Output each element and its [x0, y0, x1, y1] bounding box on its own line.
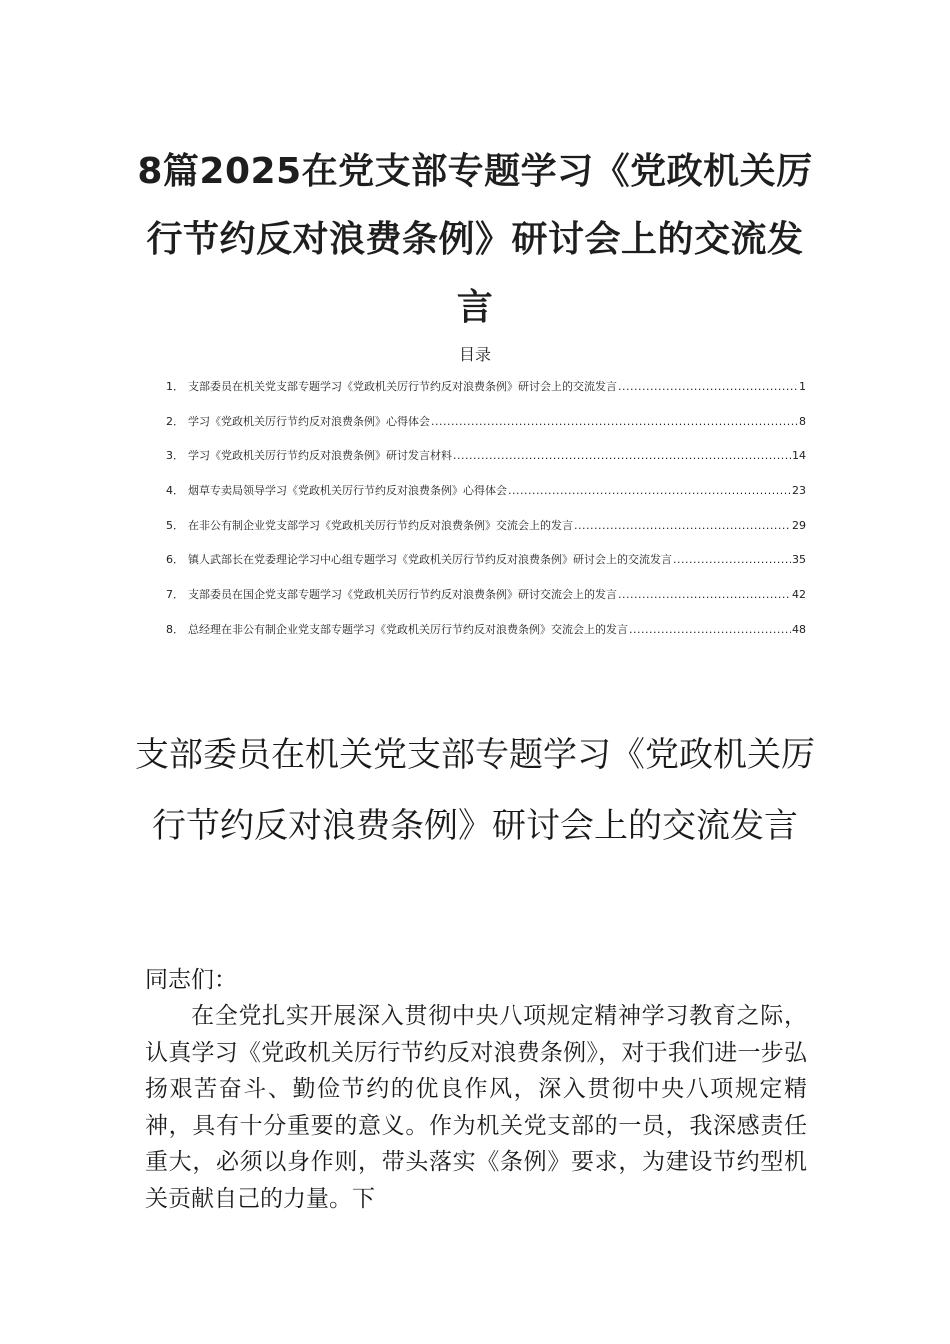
toc-entry[interactable] — [166, 414, 806, 449]
toc-entry-number: 2． — [166, 414, 184, 428]
toc-dot-leader — [574, 518, 791, 534]
toc-entry-title: 学习《党政机关厉行节约反对浪费条例》心得体会 — [188, 414, 430, 428]
section-title: 支部委员在机关党支部专题学习《党政机关厉行节约反对浪费条例》研讨会上的交流发言 — [135, 735, 815, 846]
toc-entry-page: 23 — [792, 484, 806, 498]
toc-entry[interactable] — [166, 483, 806, 518]
toc-entry-number: 3． — [166, 449, 184, 463]
toc-entry[interactable] — [166, 622, 806, 657]
toc-entry-number: 1． — [166, 380, 184, 393]
toc-entry-page: 1 — [799, 380, 806, 393]
body-paragraph: 在全党扎实开展深入贯彻中央八项规定精神学习教育之际，认真学习《党政机关厉行节约反对浪费条例》，对于我们进一步弘扬艰苦奋斗、勤俭节约的优良作风，深入贯彻中央八项规定精神，具有十分重要的意义。作为机关党支部的一员，我深感责任重大，必须以身作则，带头落实《条例》要求，为建设节约型机关贡献自己的力量。下 — [145, 1003, 807, 1212]
toc-entry[interactable] — [166, 518, 806, 553]
toc-entry-title: 学习《党政机关厉行节约反对浪费条例》研讨发言材料 — [188, 449, 452, 463]
toc-entry-page: 35 — [792, 553, 806, 567]
toc-entry-title: 在非公有制企业党支部学习《党政机关厉行节约反对浪费条例》交流会上的发言 — [188, 518, 573, 532]
toc-dot-leader — [629, 622, 791, 638]
toc-dot-leader — [453, 448, 791, 464]
toc-heading: 目录 — [458, 345, 491, 364]
toc-entry[interactable] — [166, 587, 806, 622]
toc-dot-leader — [673, 552, 791, 568]
toc-entry-page: 42 — [792, 588, 806, 602]
toc-entry[interactable] — [166, 552, 806, 587]
toc-entry-number: 6． — [166, 553, 184, 567]
document-title: 8篇2025在党支部专题学习《党政机关厉行节约反对浪费条例》研讨会上的交流发言 — [137, 151, 813, 328]
toc-entry-page: 48 — [792, 622, 806, 636]
toc-entry-title: 支部委员在国企党支部专题学习《党政机关厉行节约反对浪费条例》研讨交流会上的发言 — [188, 588, 617, 602]
toc-entry-title: 支部委员在机关党支部专题学习《党政机关厉行节约反对浪费条例》研讨会上的交流发言 — [188, 380, 617, 393]
toc-entry-page: 14 — [792, 449, 806, 463]
toc-entry-title: 镇人武部长在党委理论学习中心组专题学习《党政机关厉行节约反对浪费条例》研讨会上的交流发言 — [188, 553, 672, 567]
toc-dot-leader — [618, 379, 798, 395]
toc-entry[interactable] — [166, 448, 806, 483]
toc-dot-leader — [431, 414, 798, 430]
toc-entry-title: 烟草专卖局领导学习《党政机关厉行节约反对浪费条例》心得体会 — [188, 484, 507, 498]
toc-entry-page: 8 — [799, 414, 806, 428]
toc-entry[interactable] — [166, 379, 806, 414]
toc-entry-number: 7． — [166, 588, 184, 602]
toc-entry-number: 4． — [166, 484, 184, 498]
toc-entry-page: 29 — [792, 518, 806, 532]
toc-entry-number: 5． — [166, 518, 184, 532]
toc-entry-number: 8． — [166, 622, 184, 636]
toc-entry-title: 总经理在非公有制企业党支部专题学习《党政机关厉行节约反对浪费条例》交流会上的发言 — [188, 622, 628, 636]
toc-dot-leader — [618, 587, 791, 603]
toc-dot-leader — [508, 483, 791, 499]
salutation: 同志们： — [145, 967, 237, 993]
table-of-contents — [166, 379, 806, 657]
